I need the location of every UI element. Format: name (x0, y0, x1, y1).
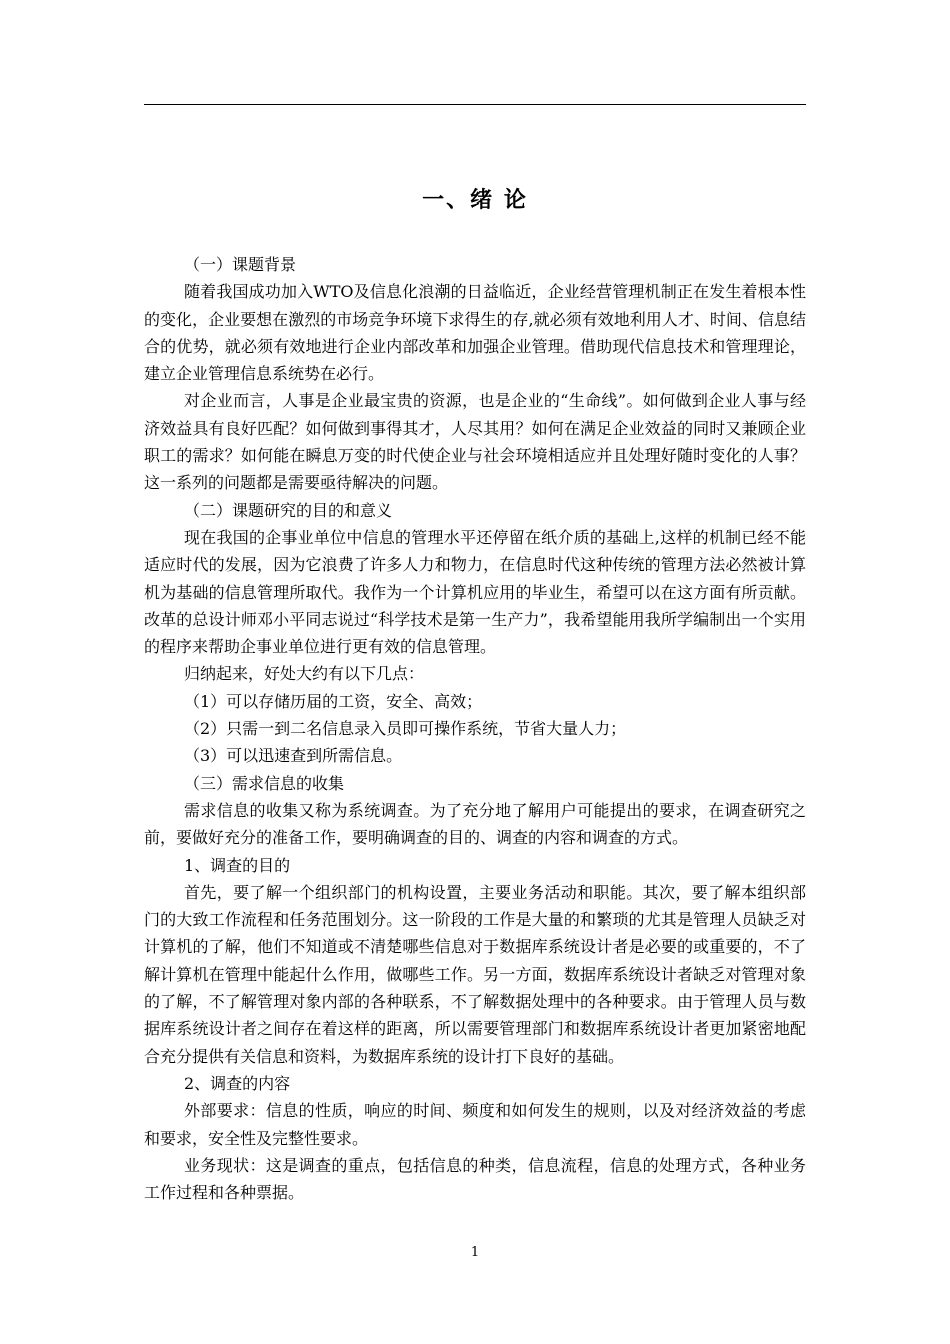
list-item: （1）可以存储历届的工资，安全、高效； (184, 691, 483, 711)
subsection-heading: 1、调查的目的 (184, 855, 291, 875)
paragraph: 需求信息的收集又称为系统调查。为了充分地了解用户可能提出的要求，在调查研究之前，要做好充分的准备工作，要明确调查的目的、调查的内容和调查的方式。 (144, 800, 806, 848)
section-heading: （一）课题背景 (184, 255, 297, 274)
paragraph: 对企业而言，人事是企业最宝贵的资源，也是企业的“生命线”。如何做到企业人事与经济效益具有良好匹配？如何做到事得其才，人尽其用？如何在满足企业效益的同时又兼顾企业职工的需求？如何能在瞬息万变的时代使企业与社会环境相适应并且处理好随时变化的人事？这一系列的问题都是需要亟待解决的问题。 (144, 391, 806, 493)
paragraph: 归纳起来，好处大约有以下几点： (184, 664, 425, 684)
page-number: 1 (470, 1245, 480, 1260)
header-rule (144, 104, 806, 105)
subsection-heading: 2、调查的内容 (184, 1073, 291, 1093)
document-body (144, 251, 806, 1206)
list-item: （3）可以迅速查到所需信息。 (184, 746, 403, 766)
paragraph: 外部要求：信息的性质，响应的时间、频度和如何发生的规则，以及对经济效益的考虑和要求，安全性及完整性要求。 (144, 1101, 806, 1148)
chapter-title: 一、绪 论 (422, 187, 528, 213)
paragraph: 业务现状：这是调查的重点，包括信息的种类，信息流程，信息的处理方式，各种业务工作过程和各种票据。 (144, 1155, 806, 1203)
list-item: （2）只需一到二名信息录入员即可操作系统，节省大量人力； (184, 719, 627, 739)
section-heading: （三）需求信息的收集 (184, 773, 345, 793)
section-heading: （二）课题研究的目的和意义 (184, 500, 393, 520)
paragraph: 现在我国的企事业单位中信息的管理水平还停留在纸介质的基础上,这样的机制已经不能适应时代的发展，因为它浪费了许多人力和物力，在信息时代这种传统的管理方法必然被计算机为基础的信息管理所取代。我作为一个计算机应用的毕业生，希望可以在这方面有所贡献。改革的总设计师邓小平同志说过“科学技术是第一生产力”，我希望能用我所学编制出一个实用的程序来帮助企事业单位进行更有效的信息管理。 (144, 527, 806, 657)
paragraph: 首先，要了解一个组织部门的机构设置，主要业务活动和职能。其次，要了解本组织部门的大致工作流程和任务范围划分。这一阶段的工作是大量的和繁琐的尤其是管理人员缺乏对计算机的了解，他们不知道或不清楚哪些信息对于数据库系统设计者是必要的或重要的，不了解计算机在管理中能起什么作用，做哪些工作。另一方面，数据库系统设计者缺乏对管理对象的了解，不了解管理对象内部的各种联系，不了解数据处理中的各种要求。由于管理人员与数据库系统设计者之间存在着这样的距离，所以需要管理部门和数据库系统设计者更加紧密地配合充分提供有关信息和资料，为数据库系统的设计打下良好的基础。 (144, 882, 806, 1066)
paragraph: 随着我国成功加入WTO及信息化浪潮的日益临近，企业经营管理机制正在发生着根本性的变化，企业要想在激烈的市场竞争环境下求得生的存,就必须有效地利用人才、时间、信息结合的优势，就必须有效地进行企业内部改革和加强企业管理。借助现代信息技术和管理理论，建立企业管理信息系统势在必行。 (144, 282, 806, 384)
